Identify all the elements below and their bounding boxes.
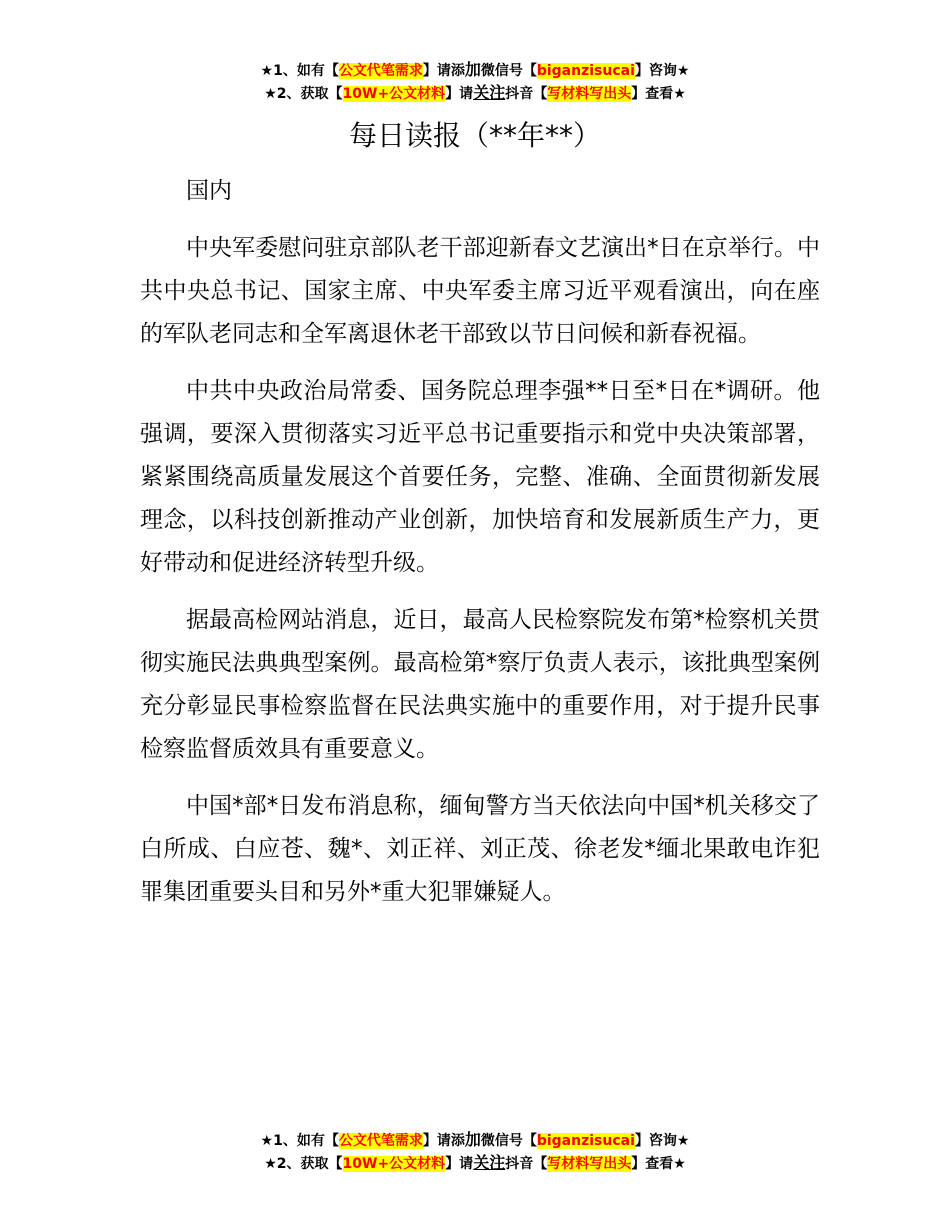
highlight-materials: 10W+公文材料 — [342, 86, 446, 102]
banner-text: 】请 — [445, 1156, 474, 1172]
banner-line-2 — [0, 82, 950, 105]
highlight-douyin-account: 写材料写出头 — [547, 1156, 632, 1172]
banner-text: 】请添 — [422, 63, 465, 79]
highlight-douyin-account: 写材料写出头 — [547, 86, 632, 102]
banner-text: 】查看★ — [631, 1156, 686, 1172]
paragraph: 中共中央政治局常委、国务院总理李强**日至*日在*调研。他强调，要深入贯彻落实习近平总书记重要指示和党中央决策部署，紧紧围绕高质量发展这个首要任务，完整、准确、全面贯彻新发展理念，以科技创新推动产业创新，加快培育和发展新质生产力，更好带动和促进经济转型升级。 — [140, 378, 820, 576]
section-heading: 国内 — [186, 178, 232, 204]
document-body — [140, 170, 820, 914]
banner-text: 】咨询★ — [634, 1133, 690, 1149]
paragraph: 据最高检网站消息，近日，最高人民检察院发布第*检察机关贯彻实施民法典典型案例。最高检第*察厅负责人表示，该批典型案例充分彰显民事检察监督在民法典实施中的重要作用，对于提升民事检察监督质效具有重要意义。 — [140, 607, 820, 762]
banner-text: ★1、如有【 — [260, 1133, 339, 1149]
banner-text: 】查看★ — [631, 86, 686, 102]
highlight-service: 公文代笔需求 — [338, 1133, 423, 1149]
banner-text: 】请添 — [422, 1133, 465, 1149]
highlight-materials: 10W+公文材料 — [342, 1156, 446, 1172]
banner-text: 加 — [464, 60, 481, 79]
banner-text: ★2、获取【 — [264, 1156, 343, 1172]
footer-banner — [0, 1129, 950, 1175]
document-title: 每日读报（**年**） — [348, 119, 601, 152]
banner-line-1 — [0, 59, 950, 82]
banner-text: 抖音【 — [505, 1156, 548, 1172]
banner-text: ★1、如有【 — [260, 63, 339, 79]
banner-text: 微信号【 — [480, 1133, 537, 1149]
header-banner — [0, 59, 950, 105]
banner-line-1 — [0, 1129, 950, 1152]
banner-text: 加 — [464, 1130, 481, 1149]
banner-text: 微信号【 — [480, 63, 537, 79]
banner-line-2 — [0, 1152, 950, 1175]
highlight-service: 公文代笔需求 — [338, 63, 423, 79]
banner-text: 抖音【 — [505, 86, 548, 102]
banner-text: ★2、获取【 — [264, 86, 343, 102]
banner-text: 关注 — [473, 83, 506, 102]
banner-text: 】请 — [445, 86, 474, 102]
paragraph: 中国*部*日发布消息称，缅甸警方当天依法向中国*机关移交了白所成、白应苍、魏*、刘正祥、刘正茂、徐老发*缅北果敢电诈犯罪集团重要头目和另外*重大犯罪嫌疑人。 — [140, 793, 820, 905]
banner-text: 】咨询★ — [634, 63, 690, 79]
highlight-wechat-id: biganzisucai — [536, 1133, 635, 1149]
paragraph: 中央军委慰问驻京部队老干部迎新春文艺演出*日在京举行。中共中央总书记、国家主席、中央军委主席习近平观看演出，向在座的军队老同志和全军离退休老干部致以节日问候和新春祝福。 — [140, 235, 820, 347]
highlight-wechat-id: biganzisucai — [536, 63, 635, 79]
banner-text: 关注 — [473, 1153, 506, 1172]
